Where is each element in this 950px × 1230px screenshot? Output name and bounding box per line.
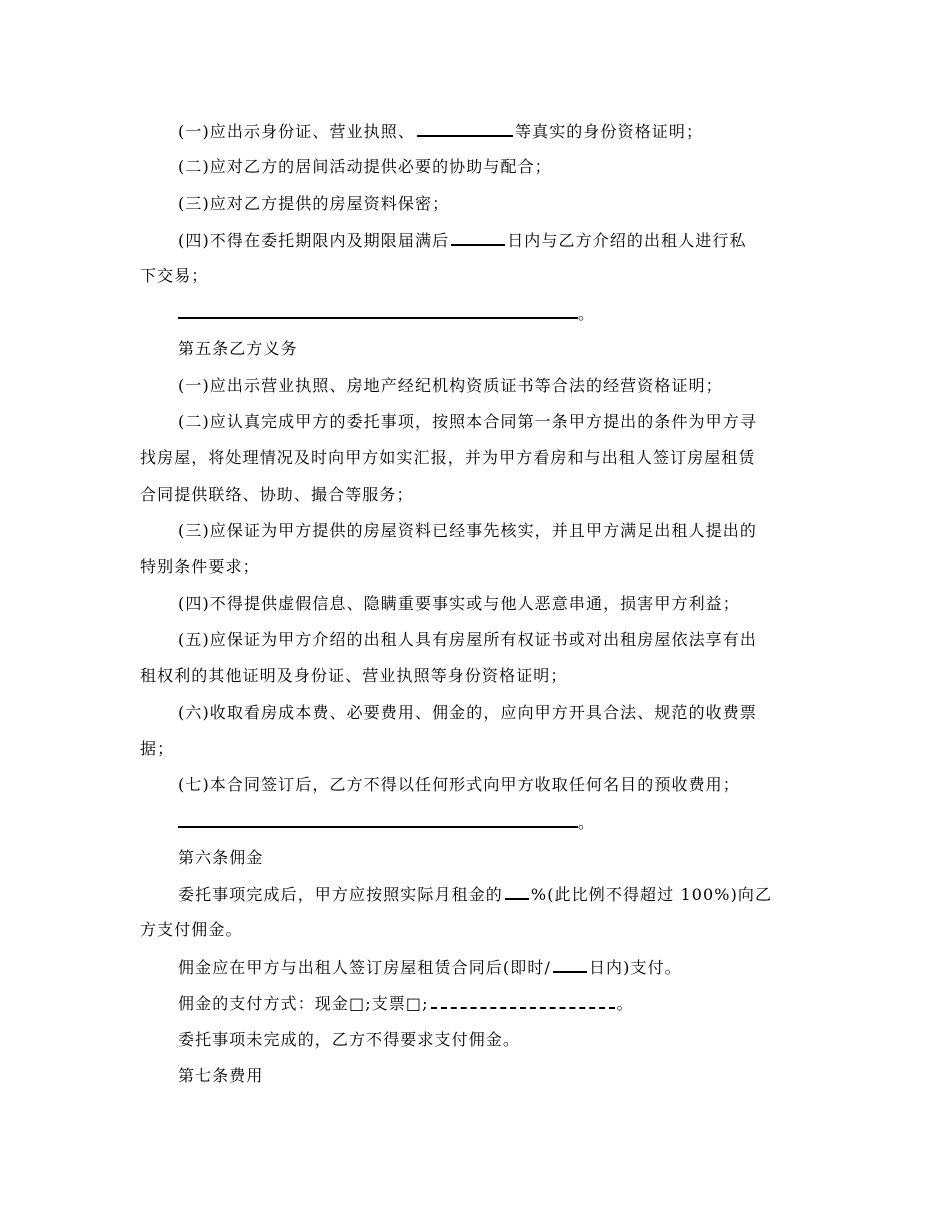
clause-text: (一)应出示身份证、营业执照、 — [178, 122, 415, 141]
days-blank[interactable] — [553, 957, 587, 973]
article-5-item-3: (三)应保证为甲方提供的房屋资料已经事先核实，并且甲方满足出租人提出的 — [178, 521, 757, 540]
clause-text: 。 — [616, 994, 634, 1013]
clause-text: (四)不得在委托期限内及期限届满后 — [178, 231, 450, 250]
payment-method-blank[interactable] — [431, 993, 615, 1009]
article-6-title: 第六条佣金 — [178, 848, 264, 867]
article-6-para-4: 委托事项未完成的，乙方不得要求支付佣金。 — [178, 1030, 521, 1049]
article-5-item-5: (五)应保证为甲方介绍的出租人具有房屋所有权证书或对出租房屋依法享有出 — [178, 630, 757, 649]
clause-text: 委托事项完成后，甲方应按照实际月租金的 — [178, 885, 503, 904]
fill-in-blank[interactable] — [451, 230, 505, 246]
article-5-item-4: (四)不得提供虚假信息、隐瞒重要事实或与他人恶意串通，损害甲方利益； — [178, 594, 740, 613]
clause-a-item-1 — [178, 121, 703, 142]
percent-blank[interactable] — [505, 884, 529, 900]
article-5-item-2: (二)应认真完成甲方的委托事项，按照本合同第一条甲方提出的条件为甲方寻 — [178, 412, 757, 431]
article-5-item-6: (六)收取看房成本费、必要费用、佣金的，应向甲方开具合法、规范的收费票 — [178, 703, 757, 722]
article-5-item-5-cont: 租权利的其他证明及身份证、营业执照等身份资格证明； — [140, 666, 568, 685]
article-7-title: 第七条费用 — [178, 1066, 264, 1085]
article-5-item-7: (七)本合同签订后，乙方不得以任何形式向甲方收取任何名目的预收费用； — [178, 775, 740, 794]
clause-text: 佣金的支付方式：现金□;支票□; — [178, 994, 429, 1013]
clause-text: 日内与乙方介绍的出租人进行私 — [507, 231, 747, 250]
clause-text: 日内)支付。 — [588, 958, 682, 977]
article-6-para-2 — [178, 957, 682, 978]
article-6-para-1-cont: 方支付佣金。 — [140, 920, 243, 939]
clause-text: 佣金应在甲方与出租人签订房屋租赁合同后(即时/ — [178, 958, 551, 977]
article-5-item-2-cont: 合同提供联络、协助、撮合等服务； — [140, 485, 414, 504]
article-5-title: 第五条乙方义务 — [178, 339, 298, 358]
article-5-item-2-cont: 找房屋，将处理情况及时向甲方如实汇报，并为甲方看房和与出租人签订房屋租赁 — [140, 448, 756, 467]
clause-a-item-4-cont: 下交易； — [140, 266, 209, 285]
article-5-item-1: (一)应出示营业执照、房地产经纪机构资质证书等合法的经营资格证明； — [178, 376, 723, 395]
clause-a-item-4 — [178, 230, 747, 251]
article-5-item-6-cont: 据； — [140, 739, 175, 758]
clause-text: %(此比例不得超过 100%)向乙 — [530, 885, 773, 904]
fill-in-blank[interactable] — [417, 121, 513, 137]
fill-in-rule[interactable] — [178, 812, 578, 828]
article-6-para-3 — [178, 993, 634, 1014]
clause-a-item-3: (三)应对乙方提供的房屋资料保密； — [178, 194, 450, 213]
clause-text: 等真实的身份资格证明； — [515, 122, 704, 141]
fill-in-rule[interactable] — [178, 303, 578, 319]
clause-a-extra-line — [178, 303, 595, 324]
clause-a-item-2: (二)应对乙方的居间活动提供必要的协助与配合； — [178, 157, 552, 176]
article-5-extra-line — [178, 812, 595, 833]
rule-end: 。 — [578, 813, 596, 832]
rule-end: 。 — [578, 304, 596, 323]
article-6-para-1 — [178, 884, 772, 905]
article-5-item-3-cont: 特别条件要求； — [140, 557, 260, 576]
